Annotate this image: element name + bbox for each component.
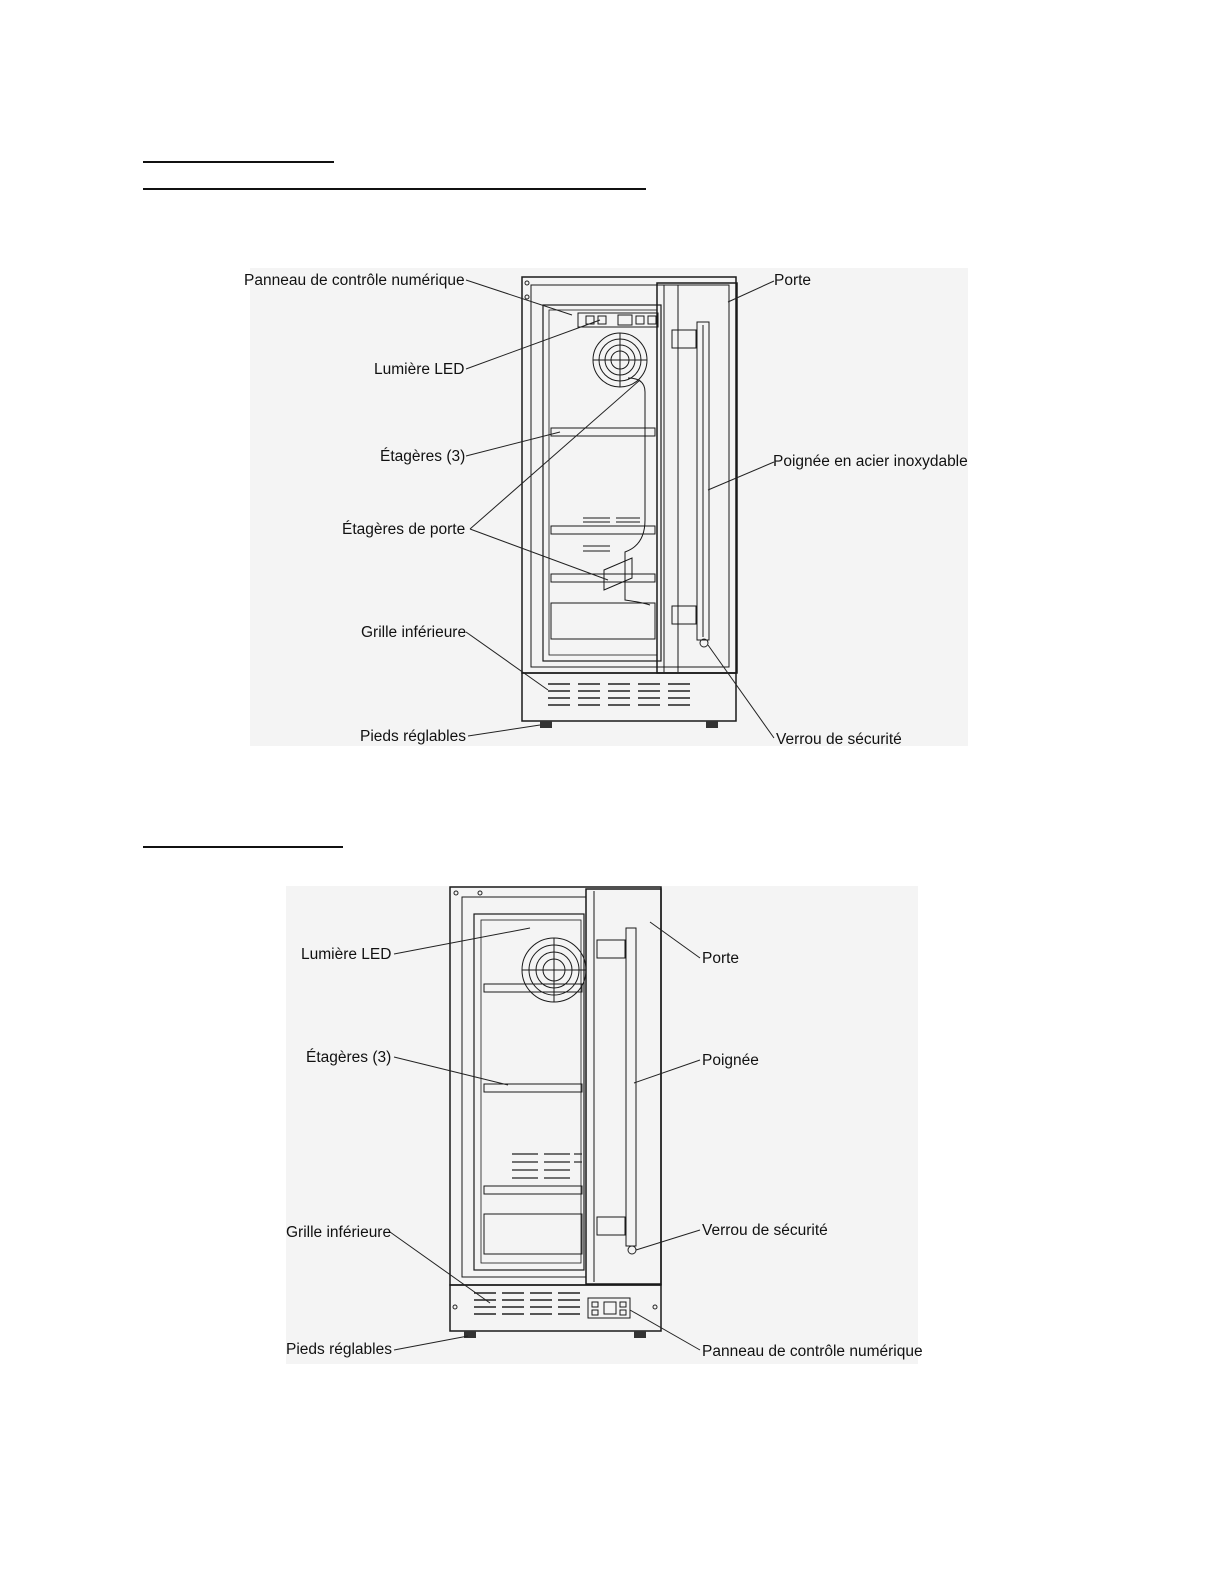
label-handle-2: Poignée [702, 1052, 759, 1069]
foot-left [540, 721, 552, 728]
figure-1-background [250, 268, 968, 746]
label-door-shelves: Étagères de porte [342, 521, 466, 538]
figure-2-diagram [0, 860, 1224, 1380]
label-door: Porte [774, 272, 812, 289]
label-control-panel-2: Panneau de contrôle numérique [702, 1343, 923, 1360]
label-led-light-2: Lumière LED [301, 946, 392, 963]
label-safety-lock-2: Verrou de sécurité [702, 1222, 828, 1239]
label-handle: Poignée en acier inoxydable [773, 453, 968, 470]
fan-icon [593, 333, 647, 387]
label-bottom-grille: Grille inférieure [361, 624, 467, 641]
label-door-2: Porte [702, 950, 740, 967]
label-adjustable-feet: Pieds réglables [360, 728, 466, 745]
label-adjustable-feet-2: Pieds réglables [286, 1341, 392, 1358]
label-shelves-2: Étagères (3) [306, 1049, 392, 1066]
heading-underline-second [143, 846, 343, 848]
label-bottom-grille-2: Grille inférieure [286, 1224, 392, 1241]
figure-2-svg [0, 860, 1224, 1380]
label-shelves: Étagères (3) [380, 448, 466, 465]
foot-left-2 [464, 1331, 476, 1338]
foot-right-2 [634, 1331, 646, 1338]
label-led-light: Lumière LED [374, 361, 465, 378]
foot-right [706, 721, 718, 728]
label-control-panel: Panneau de contrôle numérique [244, 272, 465, 289]
label-safety-lock: Verrou de sécurité [776, 731, 902, 748]
